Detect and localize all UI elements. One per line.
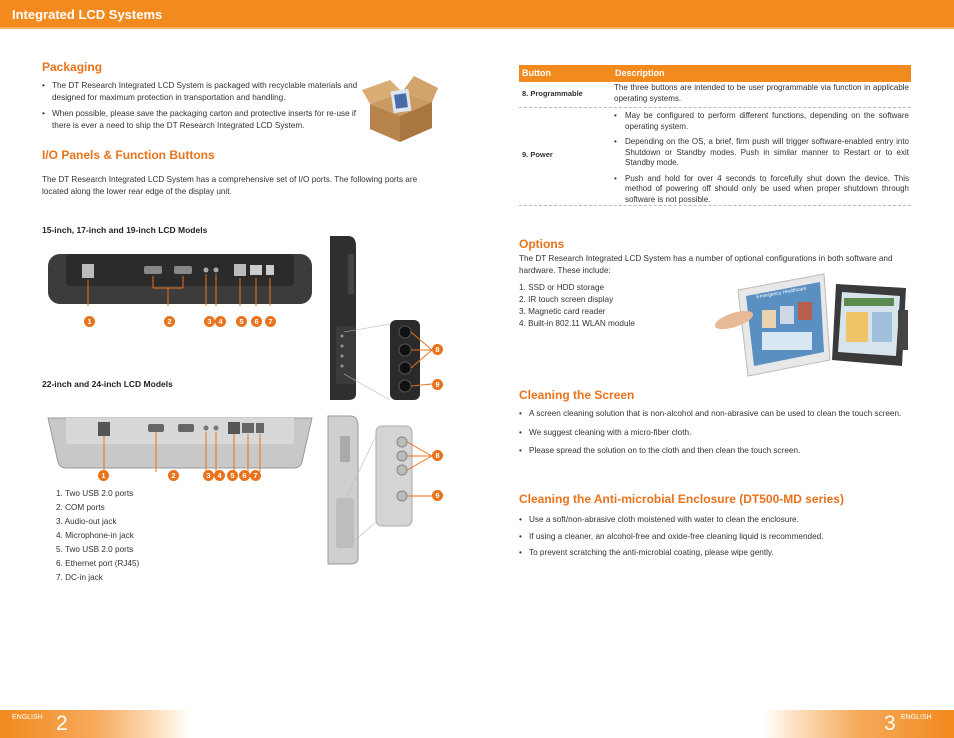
- port-badge-6: 6: [251, 316, 262, 327]
- cleaning-bullet: • We suggest cleaning with a micro-fiber cloth.: [519, 427, 904, 439]
- ports-list: [56, 488, 139, 584]
- port-badge-6b: 6: [239, 470, 250, 481]
- table-row-button: 8. Programmable: [522, 89, 583, 98]
- header-underline: [0, 27, 954, 29]
- table-row-divider: [519, 107, 911, 108]
- option-item: 3. Magnetic card reader: [519, 307, 606, 316]
- port-item: 3. Audio-out jack: [56, 517, 117, 526]
- power-bullet: • Depending on the OS, a brief, firm push will trigger software-enabled entry into Shutdown or Standby modes. Push in similar manner to Restart or to exit Standby mode.: [614, 137, 909, 169]
- cleaning-title: Cleaning the Screen: [519, 388, 635, 402]
- port-badge-7b: 7: [250, 470, 261, 481]
- options-devices-image: [712, 270, 912, 380]
- footer-left-language: ENGLISH: [12, 714, 43, 721]
- port-item: 4. Microphone-in jack: [56, 531, 134, 540]
- port-badge-1: 1: [84, 316, 95, 327]
- cleaning-bullet: • A screen cleaning solution that is non-alcohol and non-abrasive can be used to clean the touch screen.: [519, 408, 904, 420]
- model-b-rear-panel: [46, 412, 314, 472]
- power-bullet: • May be configured to perform different functions, depending on the software operating system.: [614, 111, 909, 132]
- antimicrobial-title: Cleaning the Anti-microbial Enclosure (DT500-MD series): [519, 492, 844, 506]
- port-badge-7: 7: [265, 316, 276, 327]
- port-badge-3b: 3: [203, 470, 214, 481]
- footer-left-page-number: 2: [56, 712, 68, 735]
- packaging-bullet: • When possible, please save the packaging carton and protective inserts for re-use if there is ever a need to ship the DT Research Integrated LCD System.: [42, 108, 360, 131]
- header-title: Integrated LCD Systems: [12, 7, 163, 22]
- button-badge-9b: 9: [432, 490, 443, 501]
- models-b-label: 22-inch and 24-inch LCD Models: [42, 379, 173, 389]
- port-badge-5: 5: [236, 316, 247, 327]
- port-badge-2: 2: [164, 316, 175, 327]
- io-title: I/O Panels & Function Buttons: [42, 148, 215, 162]
- port-item: 6. Ethernet port (RJ45): [56, 559, 140, 568]
- packaging-title: Packaging: [42, 60, 103, 74]
- header-bar: [0, 0, 954, 27]
- footer-right: [764, 710, 954, 738]
- packaging-carton-image: [362, 74, 438, 144]
- models-a-label: 15-inch, 17-inch and 19-inch LCD Models: [42, 225, 208, 235]
- antimicrobial-bullets: [519, 514, 904, 564]
- table-bottom-divider: [519, 205, 911, 206]
- footer-right-language: ENGLISH: [901, 714, 932, 721]
- port-item: 2. COM ports: [56, 503, 105, 512]
- packaging-bullets: [42, 80, 360, 136]
- footer-left: [0, 710, 190, 738]
- port-badge-5b: 5: [227, 470, 238, 481]
- port-badge-4b: 4: [214, 470, 225, 481]
- footer-right-page-number: 3: [884, 712, 896, 735]
- button-table-header: [519, 65, 911, 82]
- port-item: 1. Two USB 2.0 ports: [56, 489, 134, 498]
- button-badge-8b: 8: [432, 450, 443, 461]
- io-intro: The DT Research Integrated LCD System has a comprehensive set of I/O ports. The following ports are located along the lower rear edge of the display unit.: [42, 175, 418, 196]
- options-intro: The DT Research Integrated LCD System has a number of optional configurations in both software and hardware. These include:: [519, 254, 893, 275]
- model-a-rear-panel: [46, 250, 314, 306]
- table-row-desc: The three buttons are intended to be user programmable via function in applicable operating systems.: [614, 83, 909, 103]
- port-item: 5. Two USB 2.0 ports: [56, 545, 134, 554]
- col-header-description: Description: [615, 68, 665, 78]
- button-badge-9: 9: [432, 379, 443, 390]
- options-title: Options: [519, 237, 565, 251]
- option-item: 1. SSD or HDD storage: [519, 283, 605, 292]
- table-row-button: 9. Power: [522, 150, 553, 159]
- antimicrobial-bullet: • To prevent scratching the anti-microbial coating, please wipe gently.: [519, 547, 904, 559]
- power-bullet: • Push and hold for over 4 seconds to forcefully shut down the device. This method of powering off should only be used when proper shutdown through software is not possible.: [614, 174, 909, 206]
- options-list: [519, 282, 635, 330]
- antimicrobial-bullet: • If using a cleaner, an alcohol-free and oxide-free cleaning liquid is recommended.: [519, 531, 904, 543]
- power-bullets: [614, 111, 909, 210]
- option-item: 4. Built-in 802.11 WLAN module: [519, 319, 635, 328]
- cleaning-bullet: • Please spread the solution on to the cloth and then clean the touch screen.: [519, 445, 904, 457]
- button-badge-8: 8: [432, 344, 443, 355]
- port-badge-3: 3: [204, 316, 215, 327]
- antimicrobial-bullet: • Use a soft/non-abrasive cloth moistened with water to clean the enclosure.: [519, 514, 904, 526]
- packaging-bullet: • The DT Research Integrated LCD System is packaged with recyclable materials and designed for maximum protection in transportation and handling.: [42, 80, 360, 103]
- port-badge-2b: 2: [168, 470, 179, 481]
- col-header-button: Button: [522, 68, 551, 78]
- port-badge-1b: 1: [98, 470, 109, 481]
- cleaning-bullets: [519, 408, 904, 462]
- model-a-side-panel: [326, 234, 446, 404]
- port-badge-4: 4: [215, 316, 226, 327]
- option-item: 2. IR touch screen display: [519, 295, 614, 304]
- model-b-side-panel: [322, 412, 442, 567]
- port-item: 7. DC-in jack: [56, 573, 103, 582]
- options-screen-banner: Emergency Healthcare: [755, 285, 807, 301]
